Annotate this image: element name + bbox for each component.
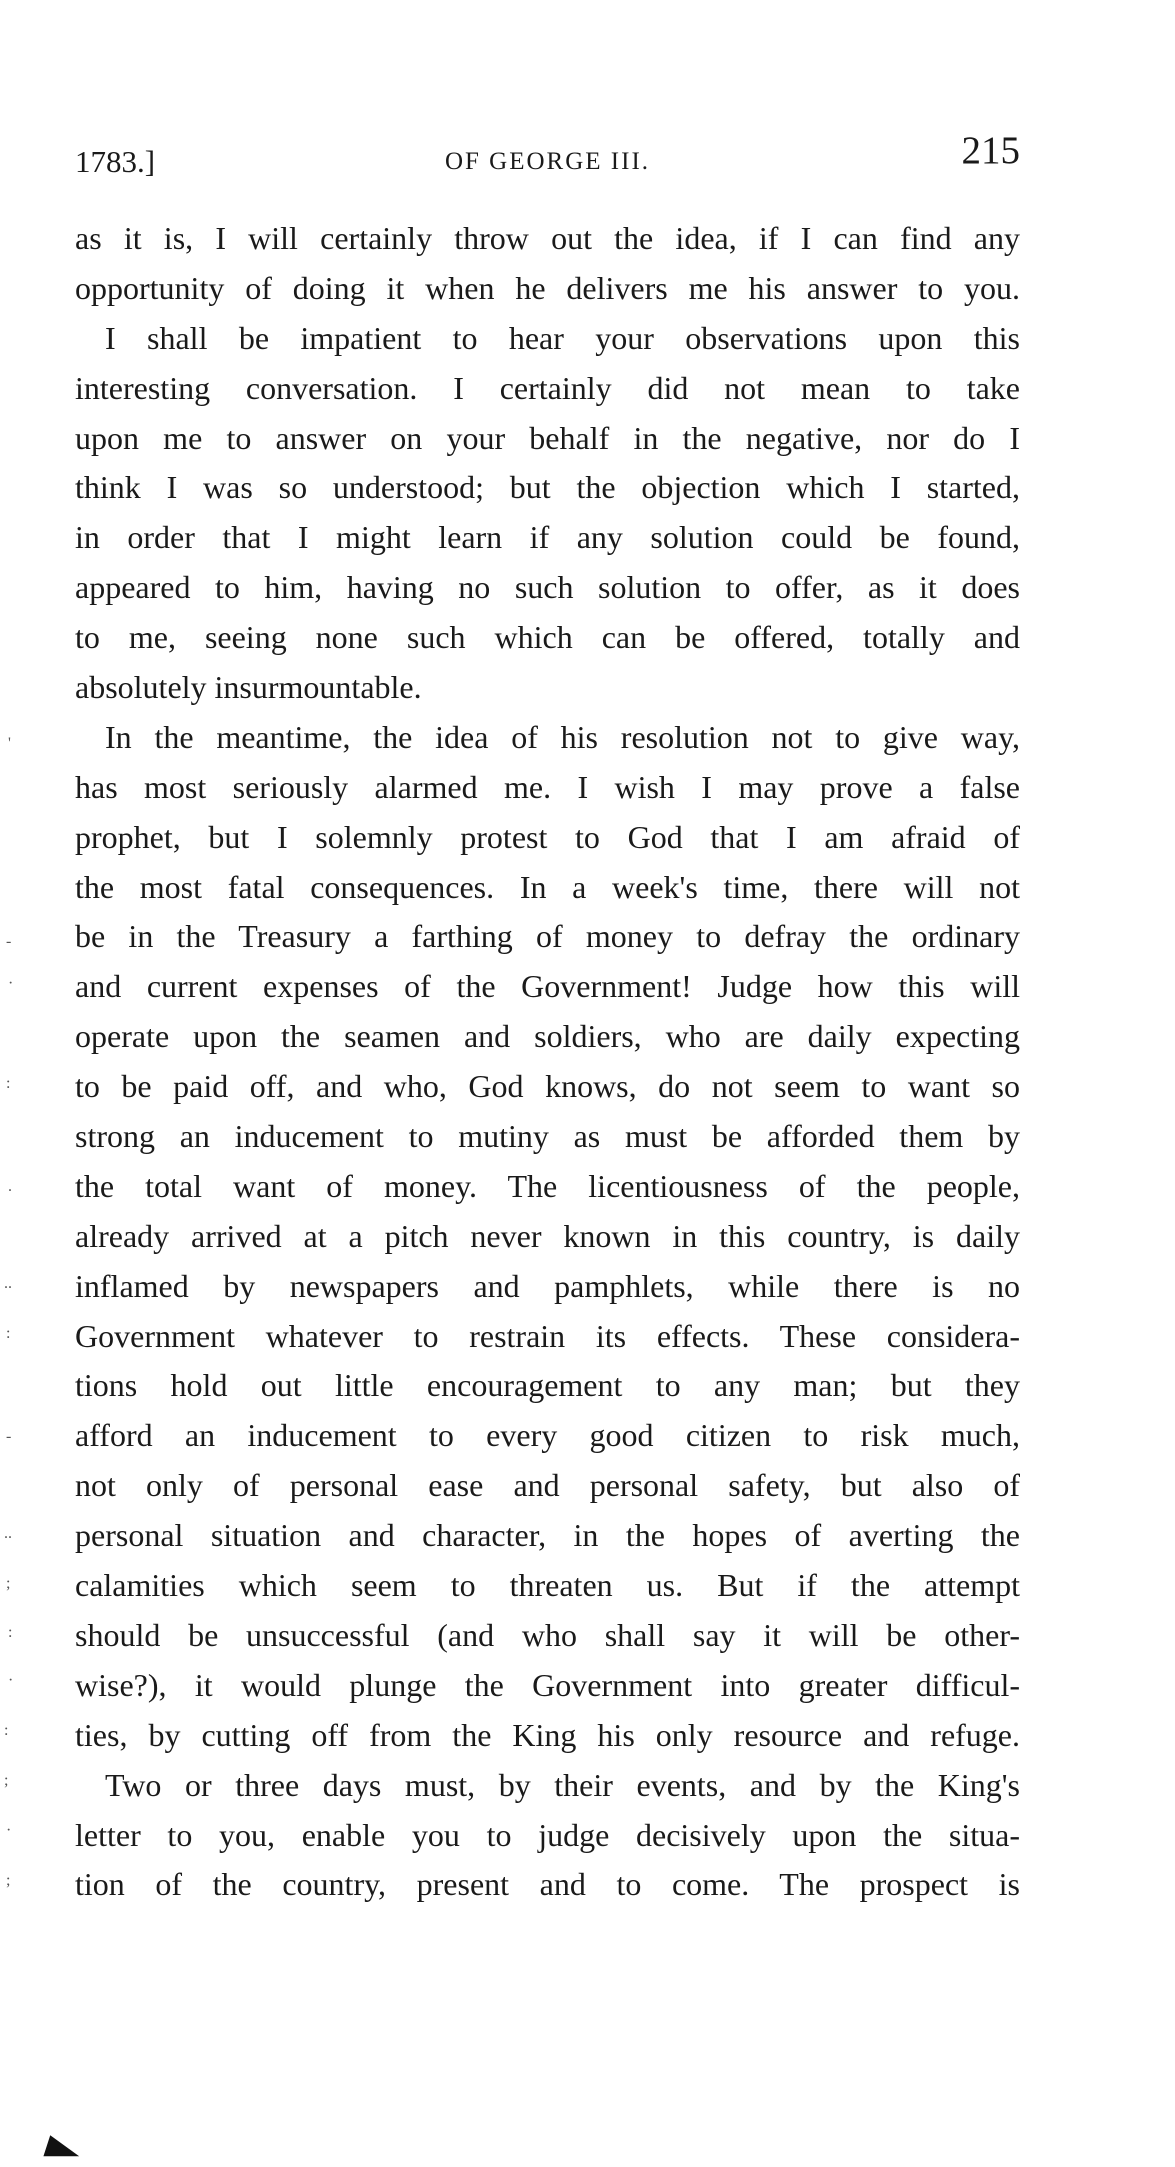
margin-speck: :	[6, 1075, 11, 1092]
margin-speck: -	[6, 1428, 12, 1445]
margin-speck: ..	[4, 1275, 12, 1292]
paragraph-end-line: absolutely insurmountable.	[75, 669, 422, 706]
text-line: afford an inducement to every good citizen to risk much,	[75, 1417, 1020, 1454]
margin-speck: -	[6, 933, 12, 950]
text-line: prophet, but I solemnly protest to God that I am afraid of	[75, 818, 1020, 855]
text-line: be in the Treasury a farthing of money to defray the ordinary	[75, 918, 1020, 955]
text-line: the total want of money. The licentiousness of the people,	[75, 1167, 1020, 1204]
header-title: OF GEORGE III.	[444, 148, 651, 175]
header-date: 1783.]	[75, 144, 156, 179]
text-line: in order that I might learn if any solution could be found,	[75, 519, 1020, 556]
margin-speck: ;	[4, 1772, 9, 1789]
text-line: opportunity of doing it when he delivers me his answer to you.	[75, 269, 1020, 306]
text-line: personal situation and character, in the hopes of averting the	[75, 1517, 1020, 1554]
scan-margin-artifacts	[0, 0, 60, 2164]
text-line: and current expenses of the Government! Judge how this will	[75, 968, 1020, 1005]
running-header	[75, 126, 1020, 179]
text-line: tions hold out little encouragement to any man; but they	[75, 1367, 1020, 1404]
margin-speck: ·	[8, 1672, 14, 1689]
body-text	[75, 214, 1020, 1910]
text-line: to me, seeing none such which can be offered, totally and	[75, 619, 1020, 656]
margin-speck: '	[8, 735, 11, 752]
text-line: has most seriously alarmed me. I wish I may prove a false	[75, 768, 1020, 805]
text-line: the most fatal consequences. In a week's time, there will not	[75, 868, 1020, 905]
paragraph-start-line: In the meantime, the idea of his resolution not to give way,	[105, 718, 1020, 755]
margin-speck: ;	[6, 1872, 11, 1889]
margin-speck: ·	[6, 1822, 12, 1839]
text-line: ties, by cutting off from the King his only resource and refuge.	[75, 1716, 1020, 1753]
text-line: operate upon the seamen and soldiers, who are daily expecting	[75, 1018, 1020, 1055]
text-line: appeared to him, having no such solution to offer, as it does	[75, 569, 1020, 606]
page-number: 215	[961, 129, 1020, 172]
text-line: calamities which seem to threaten us. But if the attempt	[75, 1567, 1020, 1604]
text-line: upon me to answer on your behalf in the negative, nor do I	[75, 419, 1020, 456]
text-line: interesting conversation. I certainly did not mean to take	[75, 369, 1020, 406]
margin-speck: .	[8, 1178, 12, 1195]
text-line: inflamed by newspapers and pamphlets, while there is no	[75, 1267, 1020, 1304]
paragraph-start-line: I shall be impatient to hear your observations upon this	[105, 319, 1020, 356]
text-line: tion of the country, present and to come. The prospect is	[75, 1866, 1020, 1903]
text-line: wise?), it would plunge the Government into greater difficul-	[75, 1666, 1020, 1703]
text-line: not only of personal ease and personal safety, but also of	[75, 1467, 1020, 1504]
margin-speck: :	[4, 1722, 9, 1739]
text-line: as it is, I will certainly throw out the idea, if I can find any	[75, 220, 1020, 256]
margin-speck: :	[8, 1624, 13, 1641]
text-line: should be unsuccessful (and who shall say it will be other-	[75, 1616, 1020, 1653]
text-line: strong an inducement to mutiny as must be afforded them by	[75, 1118, 1020, 1155]
text-line: think I was so understood; but the objection which I started,	[75, 469, 1020, 506]
margin-speck: ..	[4, 1525, 12, 1542]
margin-speck: ·	[8, 975, 14, 992]
text-line: letter to you, enable you to judge decisively upon the situa-	[75, 1816, 1020, 1853]
text-line: to be paid off, and who, God knows, do not seem to want so	[75, 1068, 1020, 1105]
paragraph-start-line: Two or three days must, by their events, and by the King's	[105, 1766, 1020, 1803]
margin-speck: ;	[6, 1575, 11, 1592]
text-line: already arrived at a pitch never known in this country, is daily	[75, 1217, 1020, 1254]
margin-speck: :	[6, 1325, 11, 1342]
text-line: Government whatever to restrain its effects. These considera-	[75, 1317, 1020, 1354]
